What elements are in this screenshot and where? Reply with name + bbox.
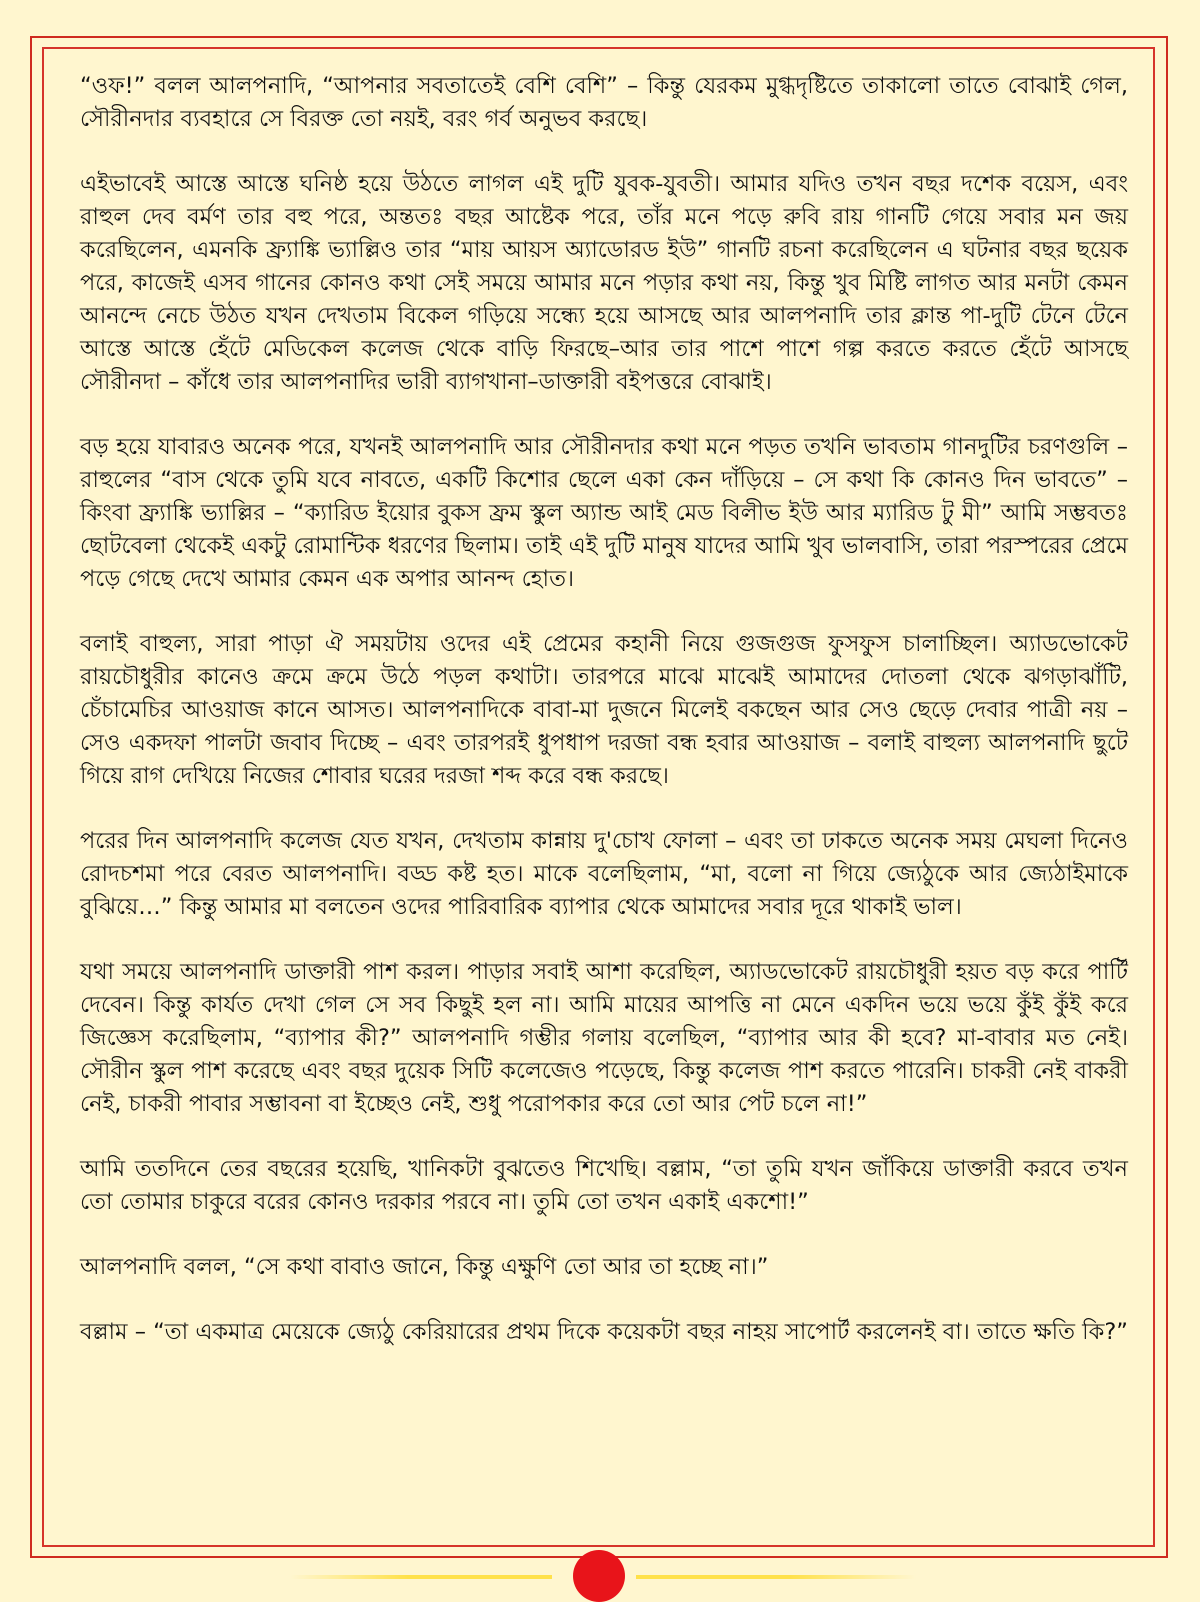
story-text	[80, 70, 1128, 1349]
paragraph: বড় হয়ে যাবারও অনেক পরে, যখনই আলপনাদি আর সৌরীনদার কথা মনে পড়ত তখনি ভাবতাম গানদুটির চরণগুলি – রাহুলের “বাস থেকে তুমি যবে নাবতে, একটি কিশোর ছেলে একা কেন দাঁড়িয়ে – সে কথা কি কোনও দিন ভাবতে” – কিংবা ফ্র্যাঙ্কি ভ্যাল্লির – “ক্যারিড ইয়োর বুকস ফ্রম স্কুল অ্যান্ড আই মেড বিলীভ ইউ আর ম্যারিড টু মী” আমি সম্ভবতঃ ছোটবেলা থেকেই একটু রোমান্টিক ধরণের ছিলাম। তাই এই দুটি মানুষ যাদের আমি খুব ভালবাসি, তারা পরস্পরের প্রেমে পড়ে গেছে দেখে আমার কেমন এক অপার আনন্দ হোত।	[80, 434, 1128, 592]
paragraph: আলপনাদি বলল, “সে কথা বাবাও জানে, কিন্তু এক্ষুণি তো আর তা হচ্ছে না।”	[80, 1254, 769, 1280]
paragraph: আমি ততদিনে তের বছরের হয়েছি, খানিকটা বুঝতেও শিখেছি। বল্লাম, “তা তুমি যখন জাঁকিয়ে ডাক্তারী করবে তখন তো তোমার চাকুরে বরের কোনও দরকার পরবে না। তুমি তো তখন একাই একশো!”	[80, 1156, 1128, 1215]
footer-ornament-line-left	[290, 1575, 552, 1579]
paragraph: যথা সময়ে আলপনাদি ডাক্তারী পাশ করল। পাড়ার সবাই আশা করেছিল, অ্যাডভোকেট রায়চৌধুরী হয়ত বড় করে পার্টি দেবেন। কিন্তু কার্যত দেখা গেল সে সব কিছুই হল না। আমি মায়ের আপত্তি না মেনে একদিন ভয়ে ভয়ে কুঁই কুঁই করে জিজ্ঞেস করেছিলাম, “ব্যাপার কী?” আলপনাদি গম্ভীর গলায় বলেছিল, “ব্যাপার আর কী হবে? মা-বাবার মত নেই। সৌরীন স্কুল পাশ করেছে এবং বছর দুয়েক সিটি কলেজেও পড়েছে, কিন্তু কলেজ পাশ করতে পারেনি। চাকরী নেই বাকরী নেই, চাকরী পাবার সম্ভাবনা বা ইচ্ছেও নেই, শুধু পরোপকার করে তো আর পেট চলে না!”	[80, 959, 1128, 1117]
paragraph: বল্লাম – “তা একমাত্র মেয়েকে জ্যেঠু কেরিয়ারের প্রথম দিকে কয়েকটা বছর নাহয় সাপোর্ট করলেনই বা। তাতে ক্ষতি কি?”	[80, 1319, 1128, 1345]
paragraph: “ওফ!” বলল আলপনাদি, “আপনার সবতাতেই বেশি বেশি” – কিন্তু যেরকম মুগ্ধদৃষ্টিতে তাকালো তাতে বোঝাই গেল, সৌরীনদার ব্যবহারে সে বিরক্ত তো নয়ই, বরং গর্ব অনুভব করছে।	[80, 73, 1128, 132]
paragraph: পরের দিন আলপনাদি কলেজ যেত যখন, দেখতাম কান্নায় দু'চোখ ফোলা – এবং তা ঢাকতে অনেক সময় মেঘলা দিনেও রোদচশমা পরে বেরত আলপনাদি। বড্ড কষ্ট হত। মাকে বলেছিলাম, “মা, বলো না গিয়ে জ্যেঠুকে আর জ্যেঠাইমাকে বুঝিয়ে…” কিন্তু আমার মা বলতেন ওদের পারিবারিক ব্যাপার থেকে আমাদের সবার দূরে থাকাই ভাল।	[80, 828, 1128, 920]
footer-ornament-line-right	[636, 1575, 916, 1579]
paragraph: এইভাবেই আস্তে আস্তে ঘনিষ্ঠ হয়ে উঠতে লাগল এই দুটি যুবক-যুবতী। আমার যদিও তখন বছর দশেক বয়েস, এবং রাহুল দেব বর্মণ তার বহু পরে, অন্ততঃ বছর আষ্টেক পরে, তাঁর মনে পড়ে রুবি রায় গানটি গেয়ে সবার মন জয় করেছিলেন, এমনকি ফ্র্যাঙ্কি ভ্যাল্লিও তার “মায় আয়স অ্যাডোরড ইউ” গানটি রচনা করেছিলেন এ ঘটনার বছর ছয়েক পরে, কাজেই এসব গানের কোনও কথা সেই সময়ে আমার মনে পড়ার কথা নয়, কিন্তু খুব মিষ্টি লাগত আর মনটা কেমন আনন্দে নেচে উঠত যখন দেখতাম বিকেল গড়িয়ে সন্ধ্যে হয়ে আসছে আর আলপনাদি তার ক্লান্ত পা-দুটি টেনে টেনে আস্তে আস্তে হেঁটে মেডিকেল কলেজ থেকে বাড়ি ফিরছে–আর তার পাশে পাশে গল্প করতে করতে হেঁটে আসছে সৌরীনদা – কাঁধে তার আলপনাদির ভারী ব্যাগখানা–ডাক্তারী বইপত্তরে বোঝাই।	[80, 171, 1128, 395]
footer-ornament-dot	[573, 1550, 625, 1602]
paragraph: বলাই বাহুল্য, সারা পাড়া ঐ সময়টায় ওদের এই প্রেমের কহানী নিয়ে গুজগুজ ফুসফুস চালাচ্ছিল। অ্যাডভোকেট রায়চৌধুরীর কানেও ক্রমে ক্রমে উঠে পড়ল কথাটা। তারপরে মাঝে মাঝেই আমাদের দোতলা থেকে ঝগড়াঝাঁটি, চেঁচামেচির আওয়াজ কানে আসত। আলপনাদিকে বাবা-মা দুজনে মিলেই বকছেন আর সেও ছেড়ে দেবার পাত্রী নয় – সেও একদফা পালটা জবাব দিচ্ছে – এবং তারপরই ধুপধাপ দরজা বন্ধ হবার আওয়াজ – বলাই বাহুল্য আলপনাদি ছুটে গিয়ে রাগ দেখিয়ে নিজের শোবার ঘরের দরজা শব্দ করে বন্ধ করছে।	[80, 631, 1128, 789]
